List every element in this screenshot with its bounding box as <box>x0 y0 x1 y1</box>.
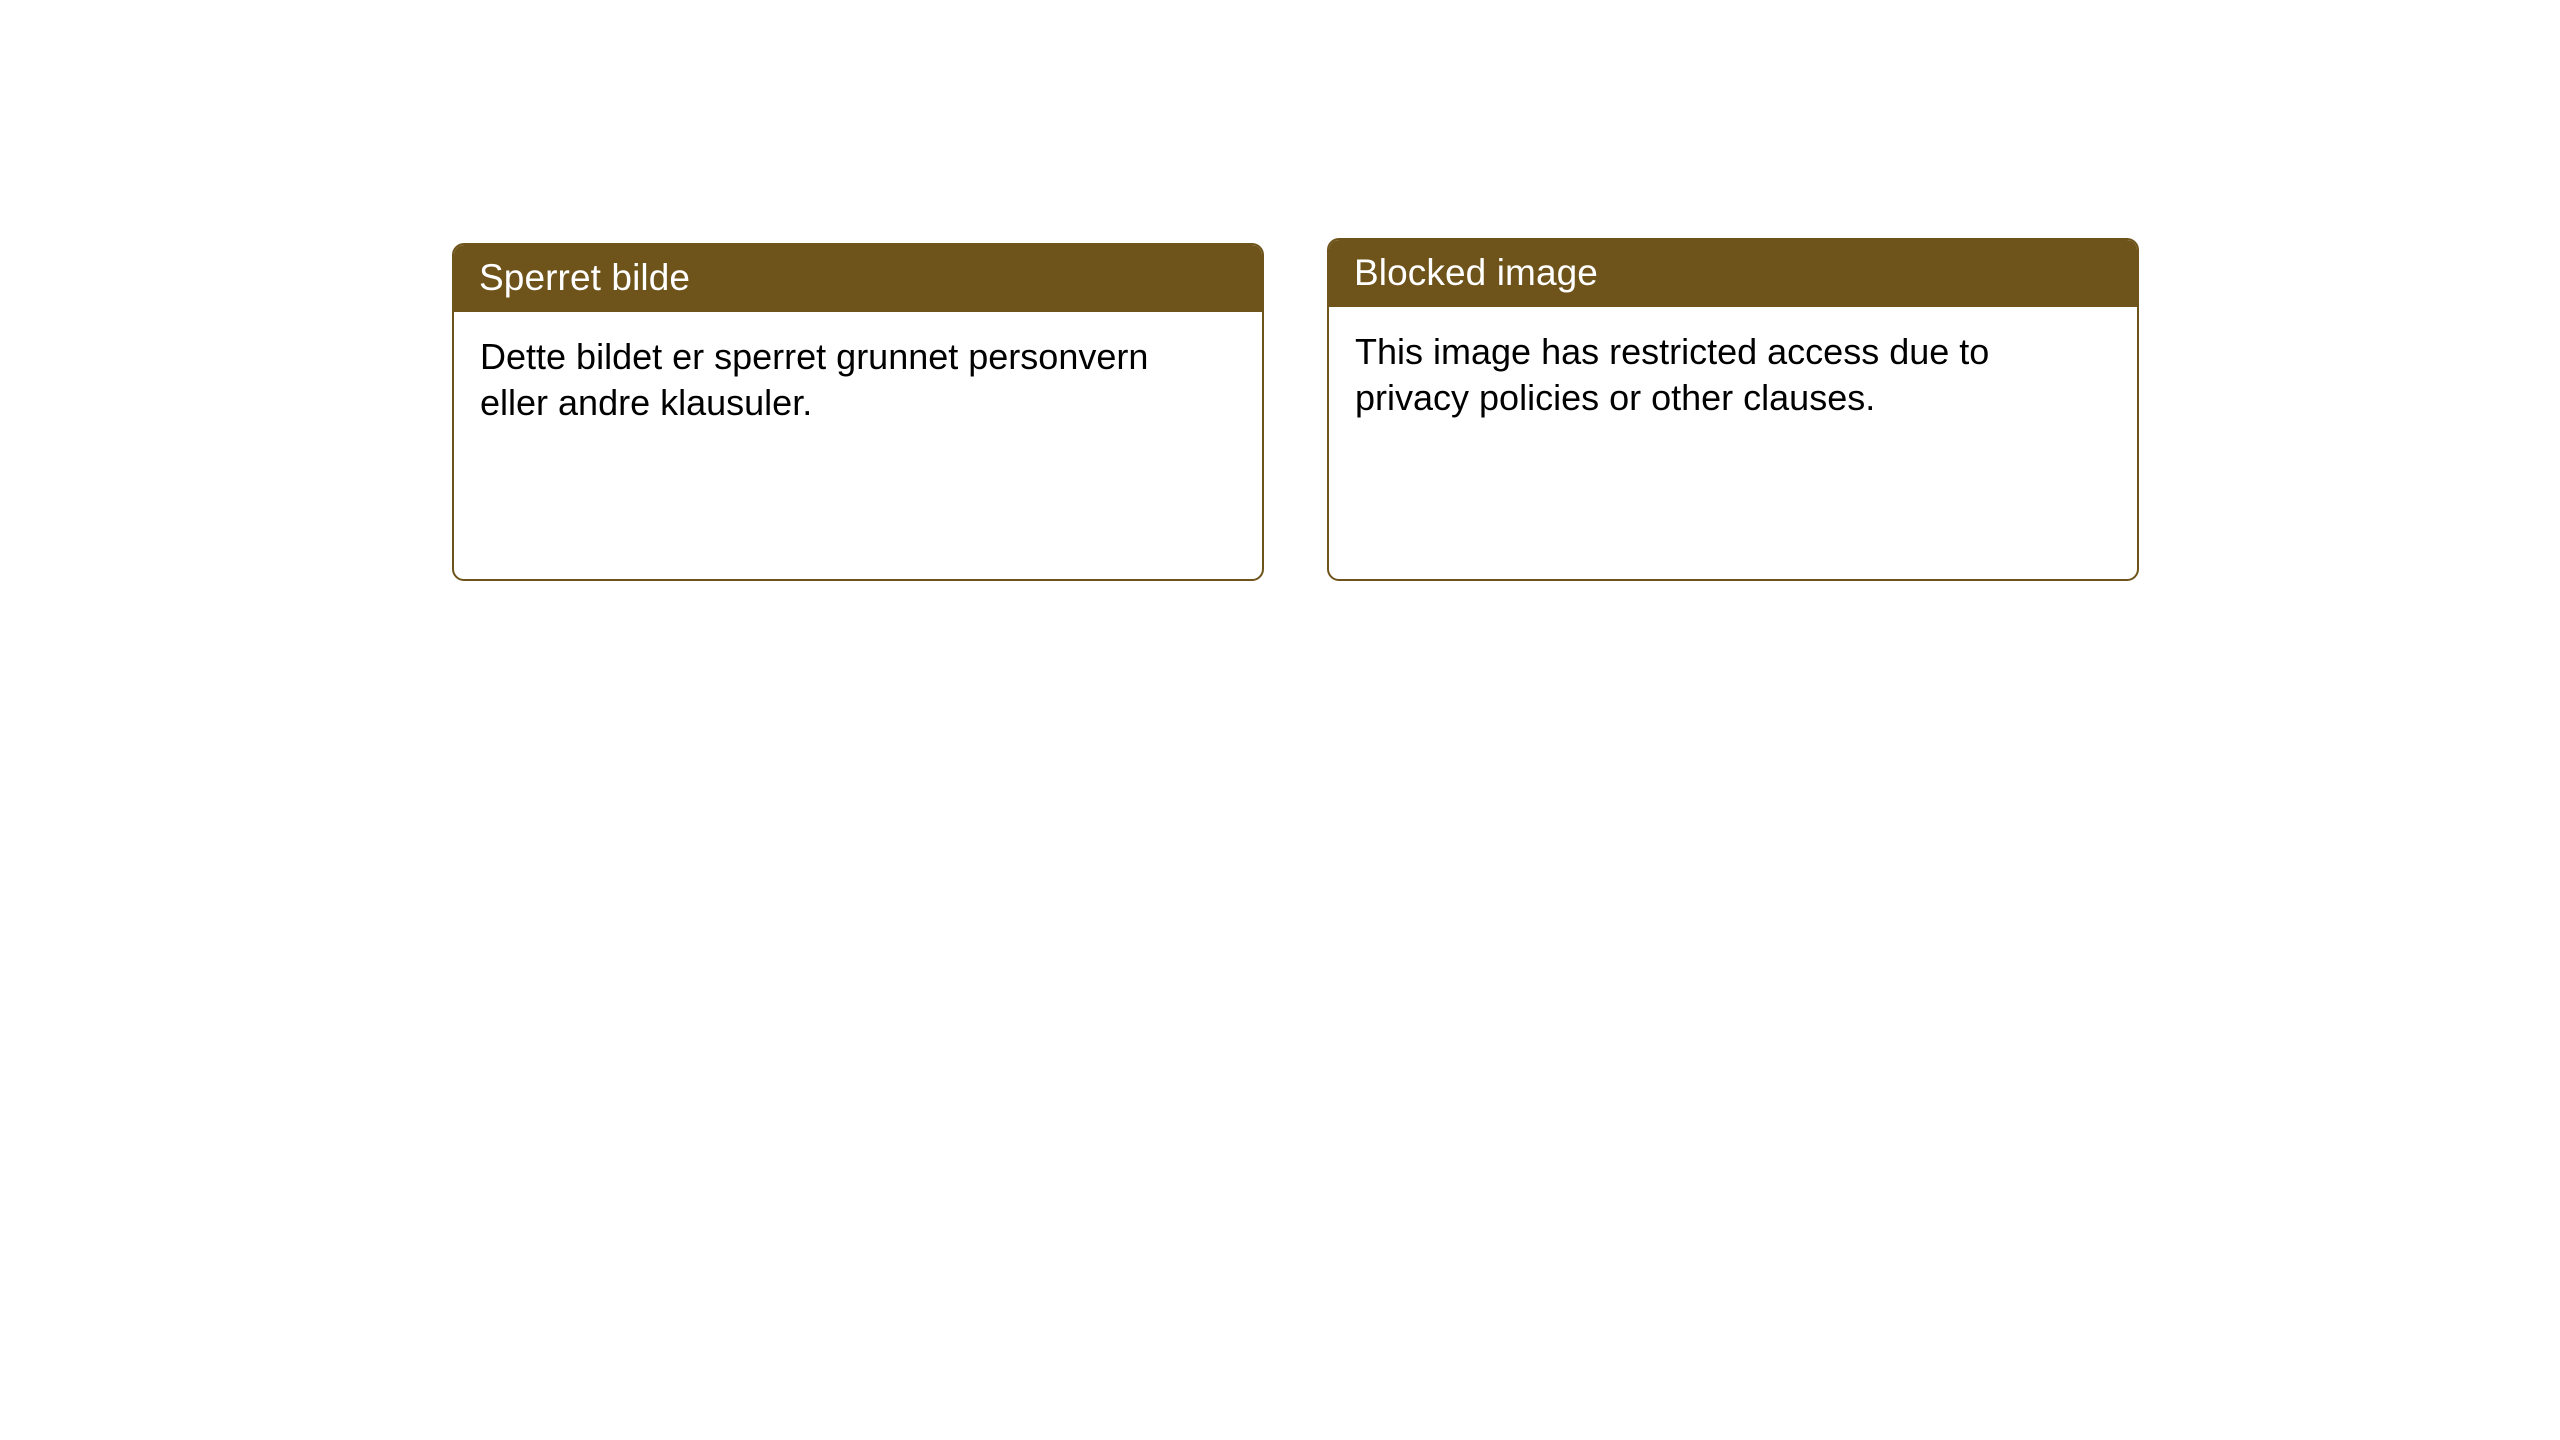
blocked-image-notice-en <box>1327 238 2139 581</box>
notice-body-no <box>454 312 1262 579</box>
blocked-image-notice-no <box>452 243 1264 581</box>
notice-message-no: Dette bildet er sperret grunnet personvern eller andre klausuler. <box>480 336 1149 424</box>
notice-message-en: This image has restricted access due to privacy policies or other clauses. <box>1355 331 1990 419</box>
notice-title-en: Blocked image <box>1329 240 2137 307</box>
notice-title-no: Sperret bilde <box>454 245 1262 312</box>
notice-body-en <box>1329 307 2137 579</box>
